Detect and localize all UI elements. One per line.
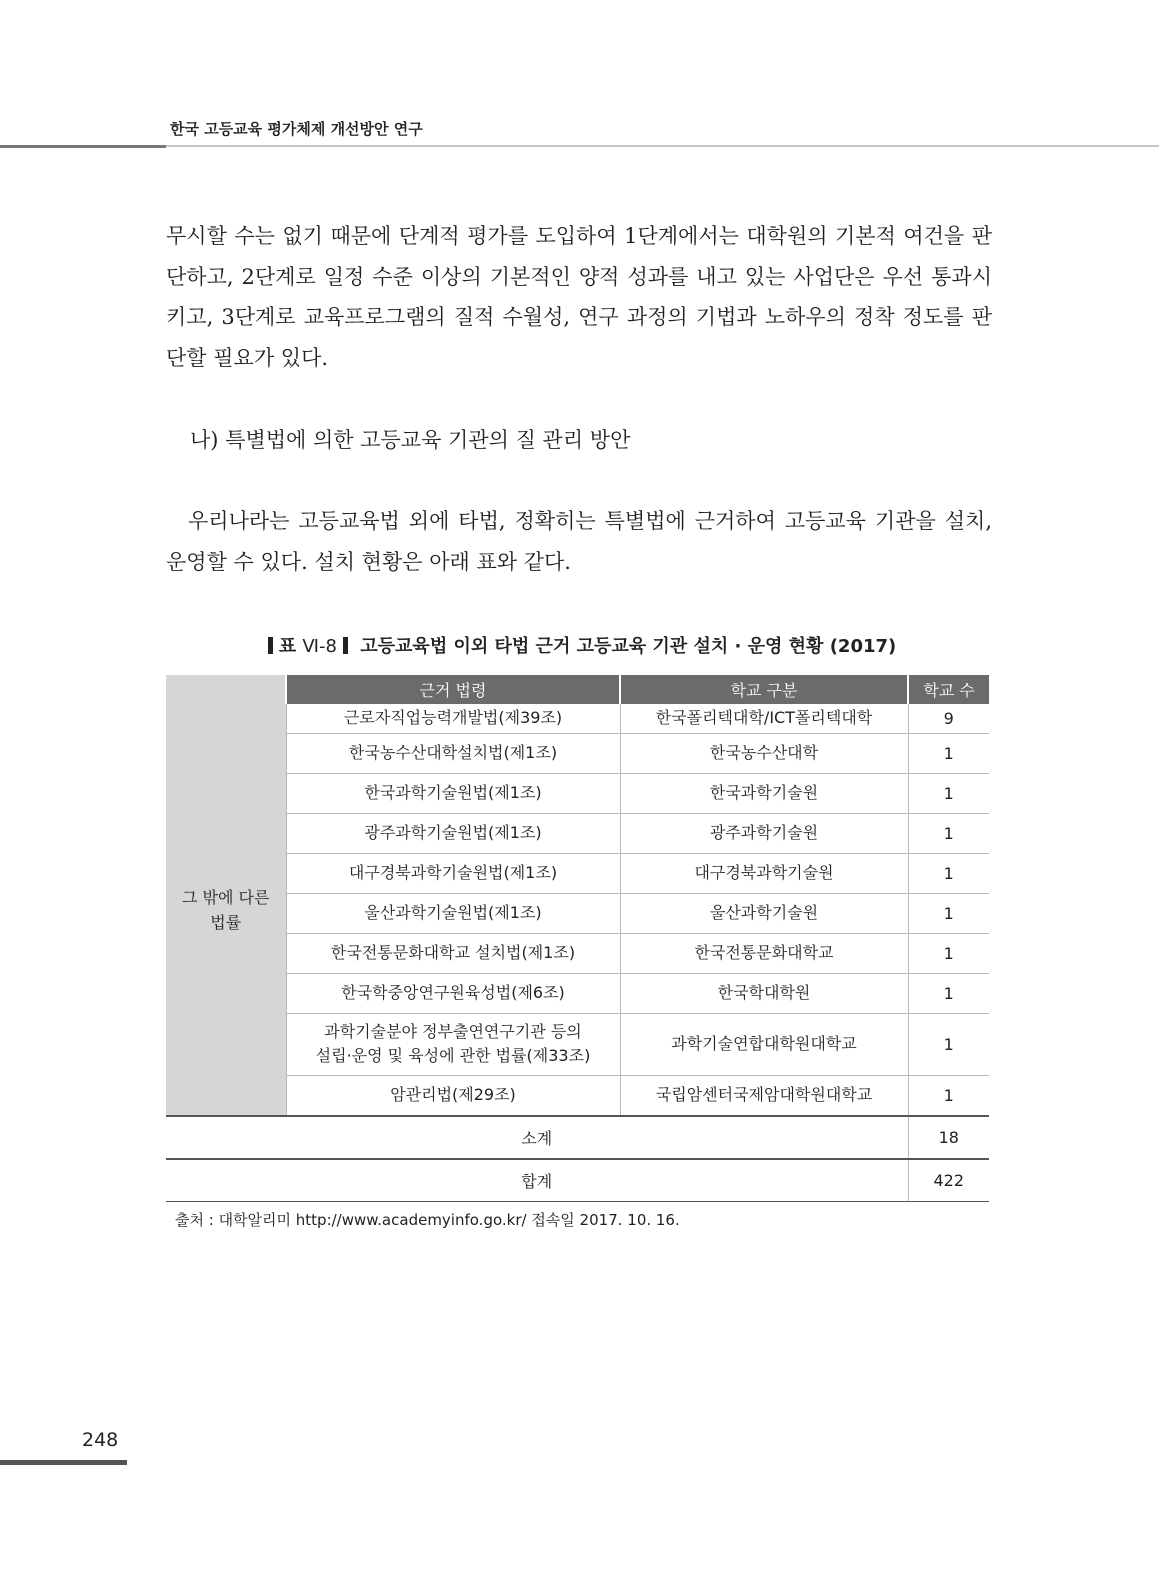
subtotal-value: 18: [908, 1116, 989, 1159]
caption-bar-right: [343, 637, 348, 654]
school-cell: 한국폴리텍대학/ICT폴리텍대학: [620, 704, 908, 733]
count-cell: 1: [908, 813, 989, 853]
count-cell: 1: [908, 1075, 989, 1116]
table-row: [166, 853, 989, 893]
school-cell: 한국전통문화대학교: [620, 933, 908, 973]
subtotal-row: [166, 1116, 989, 1159]
law-cell: 울산과학기술원법(제1조): [286, 893, 620, 933]
header-school-count: 학교 수: [908, 675, 989, 704]
page-number: 248: [82, 1429, 119, 1451]
count-cell: 1: [908, 773, 989, 813]
school-cell: 한국학대학원: [620, 973, 908, 1013]
header-school-type: 학교 구분: [620, 675, 908, 704]
law-cell: 한국전통문화대학교 설치법(제1조): [286, 933, 620, 973]
subtotal-label: 소계: [166, 1116, 908, 1159]
table-header-row: [166, 675, 989, 704]
count-cell: 9: [908, 704, 989, 733]
table-row: [166, 933, 989, 973]
header-rule-extension: [166, 145, 1159, 147]
count-cell: 1: [908, 733, 989, 773]
table-row: [166, 813, 989, 853]
table-row: [166, 1013, 989, 1075]
body-paragraph-1: 무시할 수는 없기 때문에 단계적 평가를 도입하여 1단계에서는 대학원의 기본적 여건을 판단하고, 2단계로 일정 수준 이상의 기본적인 양적 성과를 내고 있는 사업단은 우선 통과시키고, 3단계로 교육프로그램의 질적 수월성, 연구 과정의 기법과 노하우의 정착 정도를 판단할 필요가 있다.: [166, 224, 992, 370]
running-header-title: 한국 고등교육 평가체제 개선방안 연구: [170, 120, 423, 138]
law-cell: 한국과학기술원법(제1조): [286, 773, 620, 813]
table-row: [166, 773, 989, 813]
law-cell: [286, 1013, 620, 1075]
header-blank-cell: [166, 675, 286, 704]
law-cell: 한국농수산대학설치법(제1조): [286, 733, 620, 773]
caption-title: 고등교육법 이외 타법 근거 고등교육 기관 설치 · 운영 현황 (2017): [360, 636, 897, 657]
law-cell: 암관리법(제29조): [286, 1075, 620, 1116]
school-cell: 광주과학기술원: [620, 813, 908, 853]
count-cell: 1: [908, 893, 989, 933]
total-label: 합계: [166, 1159, 908, 1202]
school-cell: 울산과학기술원: [620, 893, 908, 933]
school-cell: 국립암센터국제암대학원대학교: [620, 1075, 908, 1116]
caption-bar-left: [268, 637, 273, 654]
table-row: [166, 704, 989, 733]
school-cell: 한국과학기술원: [620, 773, 908, 813]
table-row: [166, 733, 989, 773]
caption-label: 표: [278, 636, 297, 657]
count-cell: 1: [908, 973, 989, 1013]
caption-number: Ⅵ-8: [302, 636, 337, 657]
count-cell: 1: [908, 853, 989, 893]
section-subheading: 나) 특별법에 의한 고등교육 기관의 질 관리 방안: [190, 428, 631, 452]
table-row: [166, 973, 989, 1013]
school-cell: 대구경북과학기술원: [620, 853, 908, 893]
table-row: [166, 1075, 989, 1116]
total-value: 422: [908, 1159, 989, 1202]
law-cell: 한국학중앙연구원육성법(제6조): [286, 973, 620, 1013]
table-row: [166, 893, 989, 933]
law-cell: 근로자직업능력개발법(제39조): [286, 704, 620, 733]
footer-rule: [0, 1460, 127, 1465]
table-caption: [166, 632, 992, 658]
law-cell-text: 과학기술분야 정부출연연구기관 등의 설립·운영 및 육성에 관한 법률(제33조): [315, 1022, 591, 1065]
group-label-cell: [166, 704, 286, 1116]
school-cell: 한국농수산대학: [620, 733, 908, 773]
header-rule: [0, 145, 166, 148]
institutions-table: [166, 675, 989, 1202]
count-cell: 1: [908, 1013, 989, 1075]
group-label: 그 밖에 다른 법률: [182, 887, 270, 932]
count-cell: 1: [908, 933, 989, 973]
header-law: 근거 법령: [286, 675, 620, 704]
law-cell: 대구경북과학기술원법(제1조): [286, 853, 620, 893]
source-note: 출처 : 대학알리미 http://www.academyinfo.go.kr/ 접속일 2017. 10. 16.: [175, 1211, 680, 1229]
total-row: [166, 1159, 989, 1202]
school-cell: 과학기술연합대학원대학교: [620, 1013, 908, 1075]
body-paragraph-2: 우리나라는 고등교육법 외에 타법, 정확히는 특별법에 근거하여 고등교육 기관을 설치, 운영할 수 있다. 설치 현황은 아래 표와 같다.: [166, 509, 992, 574]
law-cell: 광주과학기술원법(제1조): [286, 813, 620, 853]
